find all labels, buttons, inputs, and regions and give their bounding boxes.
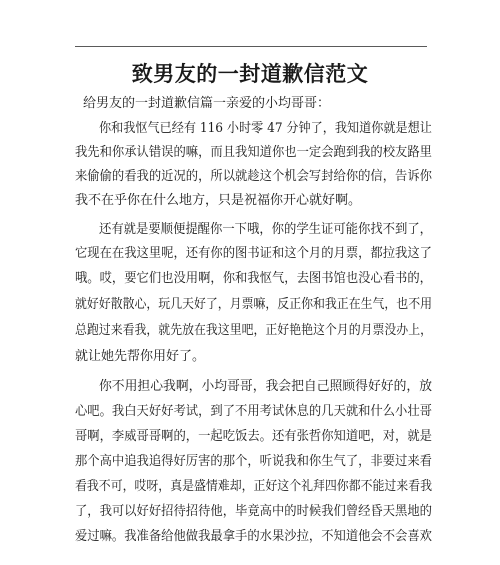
body-line: 哦。哎，要它们也没用啊，你和我怄气，去图书馆也没心看书的，: [75, 271, 432, 286]
body-line: 还有就是要顺便提醒你一下哦，你的学生证可能你找不到了，: [99, 222, 433, 237]
body-line: 我先和你承认错误的嘛，而且我知道你也一定会跑到我的校友路里: [75, 145, 432, 160]
body-line: 看我不可，哎呀，真是盛情难却，正好这个礼拜四你都不能过来看我: [75, 479, 433, 494]
body-line: 你和我怄气已经有 116 小时零 47 分钟了，我知道你就是想让: [99, 121, 432, 136]
body-line: 你不用担心我啊，小均哥哥，我会把自己照顾得好好的，放: [99, 379, 433, 394]
body-line: 哥啊，李威哥哥啊的，一起吃饭去。还有张哲你知道吧，对，就是: [75, 429, 432, 444]
body-line: 就好好散散心，玩几天好了，月票嘛，反正你和我正在生气，也不用: [75, 297, 433, 312]
body-line: 就让她先帮你用好了。: [75, 349, 206, 364]
body-line: 来偷偷的看我的近况的，所以就趁这个机会写封给你的信，告诉你: [75, 169, 432, 184]
document-title: 致男友的一封道歉信范文: [131, 61, 369, 86]
body-line: 爱过嘛。我准备给他做我最拿手的水果沙拉，不知道他会不会喜欢: [75, 529, 432, 544]
body-line: 总跑过来看我，就先放在我这里吧，正好艳艳这个月的月票没办上，: [75, 323, 433, 338]
header-rule: [75, 46, 427, 47]
body-line: 它现在在我这里呢，还有你的图书证和这个月的月票，都拉我这了: [75, 246, 432, 261]
body-line: 那个高中追我追得好厉害的那个，听说我和你生气了，非要过来看: [75, 454, 432, 469]
body-line: 心吧。我白天好好考试，到了不用考试休息的几天就和什么小壮哥: [75, 404, 432, 419]
body-line: 了，我可以好好招待招待他，毕竟高中的时候我们曾经昏天黑地的: [75, 504, 432, 519]
body-line: 我不在乎你在什么地方，只是祝福你开心就好啊。: [75, 193, 362, 208]
salutation: 给男友的一封道歉信篇一亲爱的小均哥哥：: [83, 96, 331, 111]
